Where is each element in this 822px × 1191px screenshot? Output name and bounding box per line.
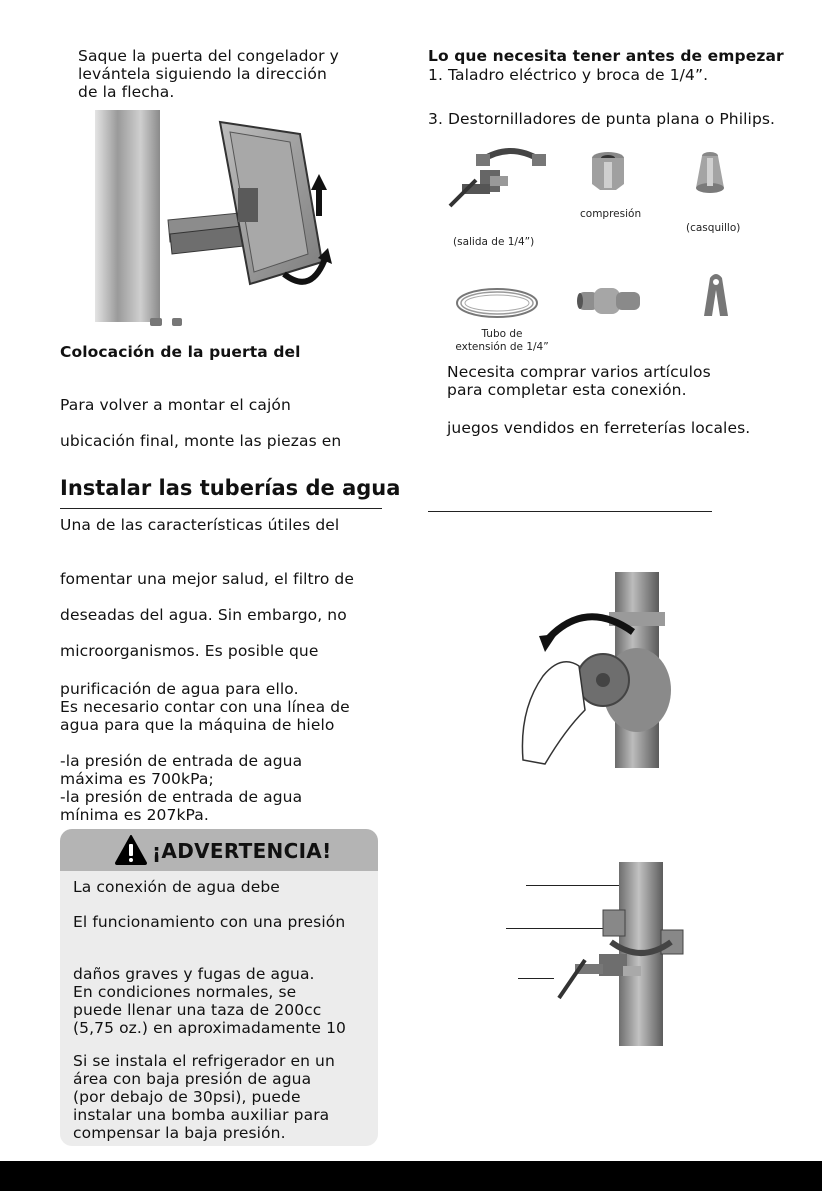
warning-line: instalar una bomba auxiliar para bbox=[73, 1106, 330, 1124]
up-arrow-icon bbox=[311, 174, 327, 190]
kits-note: juegos vendidos en ferreterías locales. bbox=[447, 419, 751, 437]
warning-line: Si se instala el refrigerador en un bbox=[73, 1052, 335, 1070]
warning-line: La conexión de agua debe bbox=[73, 878, 280, 896]
valve-t-handle bbox=[559, 960, 585, 998]
salida-label: (salida de 1/4”) bbox=[453, 236, 535, 248]
valve-block bbox=[599, 954, 627, 976]
pipes-text-line: Una de las características útiles del bbox=[60, 516, 340, 534]
extension-tube-icon bbox=[455, 285, 539, 321]
up-arrow-shaft bbox=[316, 190, 322, 216]
pressure-specs bbox=[60, 752, 302, 824]
hand-outline bbox=[522, 662, 585, 764]
purchase-note bbox=[447, 363, 711, 399]
fitting-connector-icon bbox=[576, 282, 642, 318]
intro-line: Saque la puerta del congelador y bbox=[78, 47, 339, 65]
casquillo-label: (casquillo) bbox=[686, 222, 741, 234]
saddle-valve-icon bbox=[440, 140, 560, 240]
purchase-line: Necesita comprar varios artículos bbox=[447, 363, 711, 381]
compresion-label: compresión bbox=[580, 208, 642, 220]
saddle-valve-on-pipe-illustration bbox=[545, 862, 695, 1048]
cabinet-foot bbox=[172, 318, 182, 326]
warning-paragraph bbox=[73, 965, 346, 1037]
door-text-line: ubicación final, monte las piezas en bbox=[60, 432, 342, 450]
cabinet-side bbox=[95, 110, 160, 322]
warning-line: (por debajo de 30psi), puede bbox=[73, 1088, 301, 1106]
footer-bar bbox=[0, 1161, 822, 1191]
pipes-text-line: agua para que la máquina de hielo bbox=[60, 716, 335, 734]
compression-nut-icon bbox=[588, 150, 628, 192]
pressure-line: mínima es 207kPa. bbox=[60, 806, 209, 824]
pressure-line: -la presión de entrada de agua bbox=[60, 788, 303, 806]
pressure-line: máxima es 700kPa; bbox=[60, 770, 214, 788]
clip-icon bbox=[698, 270, 732, 318]
warning-line: compensar la baja presión. bbox=[73, 1124, 286, 1142]
door-bracket bbox=[238, 188, 258, 222]
pipes-heading-rule bbox=[60, 508, 382, 509]
warning-triangle-icon bbox=[115, 835, 147, 865]
tubo-label-line: extensión de 1/4” bbox=[455, 341, 549, 353]
purchase-line: para completar esta conexión. bbox=[447, 381, 687, 399]
cabinet-foot bbox=[150, 318, 162, 326]
door-placement-heading: Colocación de la puerta del bbox=[60, 343, 301, 361]
warning-line: daños graves y fugas de agua. bbox=[73, 965, 315, 983]
tubo-label bbox=[452, 328, 552, 354]
warning-line: puede llenar una taza de 200cc bbox=[73, 1001, 322, 1019]
warning-line: área con baja presión de agua bbox=[73, 1070, 312, 1088]
tubo-label-line: Tubo de bbox=[481, 328, 523, 340]
door-text-line: Para volver a montar el cajón bbox=[60, 396, 291, 414]
intro-line: levántela siguiendo la dirección bbox=[78, 65, 327, 83]
clamp-bracket bbox=[661, 930, 683, 954]
pipes-heading: Instalar las tuberías de agua bbox=[60, 476, 401, 500]
section-rule bbox=[428, 511, 712, 512]
outlet-thread bbox=[623, 966, 641, 976]
freezer-door-illustration bbox=[90, 108, 340, 330]
clamp-bracket bbox=[603, 910, 625, 936]
warning-box bbox=[60, 829, 378, 1146]
warning-line: El funcionamiento con una presión bbox=[73, 913, 346, 931]
warning-line: En condiciones normales, se bbox=[73, 983, 297, 1001]
pipes-text-line: fomentar una mejor salud, el filtro de bbox=[60, 570, 355, 588]
warning-line: (5,75 oz.) en aproximadamente 10 bbox=[73, 1019, 347, 1037]
warning-title: ¡ADVERTENCIA! bbox=[152, 839, 332, 863]
ferrule-icon bbox=[694, 150, 726, 194]
shutoff-valve-illustration bbox=[515, 570, 675, 770]
requirement-item-1: 1. Taladro eléctrico y broca de 1/4”. bbox=[428, 66, 709, 84]
warning-header bbox=[60, 829, 378, 871]
pipes-text-line: purificación de agua para ello. bbox=[60, 680, 299, 698]
requirements-heading: Lo que necesita tener antes de empezar bbox=[428, 47, 784, 65]
requirement-item-3: 3. Destornilladores de punta plana o Philips. bbox=[428, 110, 776, 128]
pipes-text-line: microorganismos. Es posible que bbox=[60, 642, 319, 660]
intro-line: de la flecha. bbox=[78, 83, 175, 101]
pipes-text-line: deseadas del agua. Sin embargo, no bbox=[60, 606, 347, 624]
pipes-text-line: Es necesario contar con una línea de bbox=[60, 698, 350, 716]
warning-paragraph-2 bbox=[73, 1052, 335, 1142]
pressure-line: -la presión de entrada de agua bbox=[60, 752, 303, 770]
door-removal-intro bbox=[78, 47, 339, 101]
